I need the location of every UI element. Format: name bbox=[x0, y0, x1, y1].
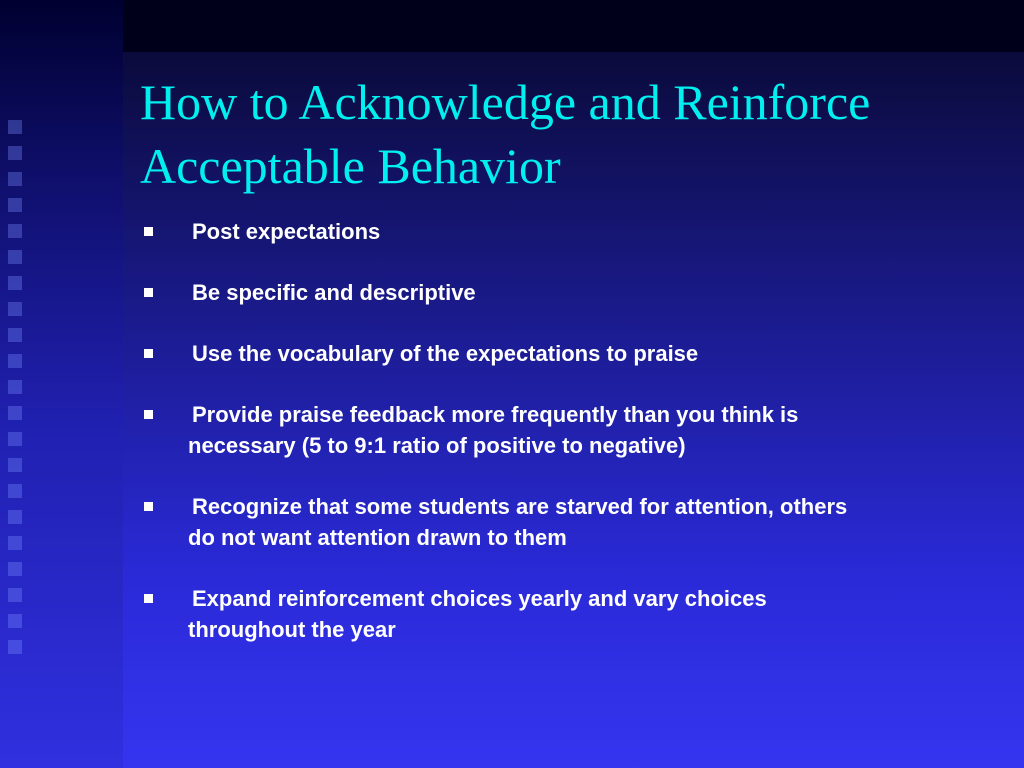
top-dark-bar bbox=[123, 0, 1024, 52]
bullet-item bbox=[140, 277, 1000, 308]
decorative-square bbox=[8, 484, 22, 498]
decorative-square bbox=[8, 510, 22, 524]
bullet-line-2: do not want attention drawn to them bbox=[188, 525, 567, 550]
decorative-square bbox=[8, 302, 22, 316]
decorative-square bbox=[8, 614, 22, 628]
square-bullet-icon bbox=[144, 410, 153, 419]
decorative-square bbox=[8, 172, 22, 186]
bullet-line-1: Expand reinforcement choices yearly and vary choices bbox=[192, 586, 767, 611]
bullet-line-1: Provide praise feedback more frequently than you think is bbox=[192, 402, 799, 427]
decorative-square-column bbox=[8, 120, 26, 680]
bullet-item bbox=[140, 216, 1000, 247]
bullet-item bbox=[140, 491, 1000, 553]
title-line-2: Acceptable Behavior bbox=[140, 138, 561, 194]
title-line-1: How to Acknowledge and Reinforce bbox=[140, 74, 871, 130]
bullet-text bbox=[192, 216, 1000, 247]
decorative-square bbox=[8, 640, 22, 654]
bullet-text bbox=[192, 277, 1000, 308]
bullet-item bbox=[140, 583, 1000, 645]
bullet-line-1: Be specific and descriptive bbox=[192, 280, 476, 305]
left-decorative-strip bbox=[0, 0, 123, 768]
bullet-line-2: necessary (5 to 9:1 ratio of positive to negative) bbox=[188, 433, 686, 458]
bullet-item bbox=[140, 338, 1000, 369]
decorative-square bbox=[8, 146, 22, 160]
square-bullet-icon bbox=[144, 349, 153, 358]
square-bullet-icon bbox=[144, 594, 153, 603]
decorative-square bbox=[8, 562, 22, 576]
square-bullet-icon bbox=[144, 502, 153, 511]
decorative-square bbox=[8, 276, 22, 290]
slide-title bbox=[140, 70, 1010, 198]
square-bullet-icon bbox=[144, 227, 153, 236]
bullet-line-1: Post expectations bbox=[192, 219, 381, 244]
decorative-square bbox=[8, 406, 22, 420]
decorative-square bbox=[8, 354, 22, 368]
square-bullet-icon bbox=[144, 288, 153, 297]
bullet-list bbox=[140, 216, 1000, 675]
decorative-square bbox=[8, 432, 22, 446]
bullet-text bbox=[192, 338, 1000, 369]
decorative-square bbox=[8, 120, 22, 134]
bullet-line-1: Recognize that some students are starved for attention, others bbox=[192, 494, 848, 519]
bullet-text bbox=[188, 583, 1000, 645]
bullet-item bbox=[140, 399, 1000, 461]
bullet-line-2: throughout the year bbox=[188, 617, 396, 642]
decorative-square bbox=[8, 250, 22, 264]
decorative-square bbox=[8, 380, 22, 394]
decorative-square bbox=[8, 458, 22, 472]
bullet-line-1: Use the vocabulary of the expectations to praise bbox=[192, 341, 699, 366]
decorative-square bbox=[8, 224, 22, 238]
decorative-square bbox=[8, 536, 22, 550]
bullet-text bbox=[188, 491, 1000, 553]
bullet-text bbox=[188, 399, 1000, 461]
decorative-square bbox=[8, 328, 22, 342]
decorative-square bbox=[8, 588, 22, 602]
decorative-square bbox=[8, 198, 22, 212]
